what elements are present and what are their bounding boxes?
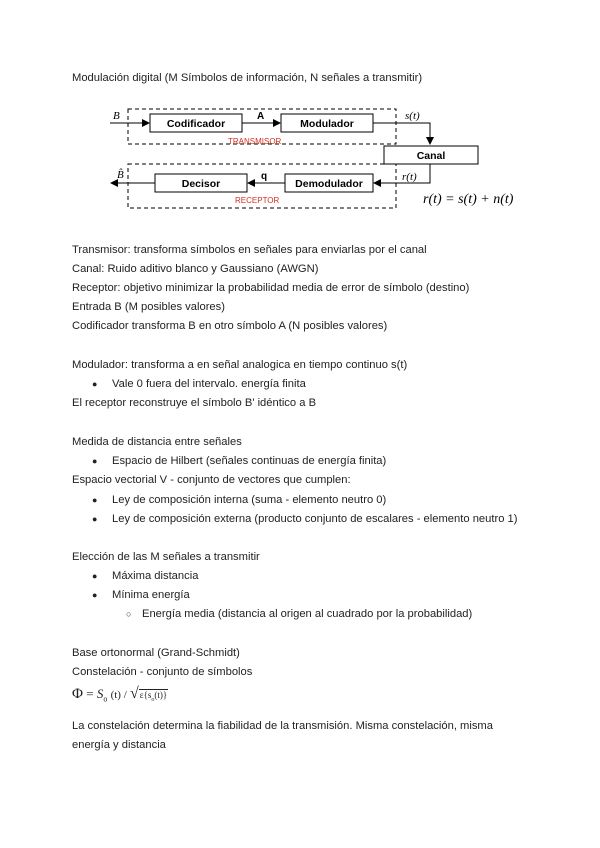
- text-line: La constelación determina la fiabilidad de la transmisión. Misma constelación, misma: [72, 720, 493, 732]
- text-line: Base ortonormal (Grand-Schmidt): [72, 647, 240, 659]
- sub-bullet-icon: ○: [126, 609, 132, 619]
- formula-t: (t) /: [110, 689, 127, 701]
- text-line: Elección de las M señales a transmitir: [72, 551, 260, 563]
- bullet-icon: ●: [92, 379, 98, 389]
- bullet-icon: ●: [92, 590, 98, 600]
- bullet-item: Espacio de Hilbert (señales continuas de energía finita): [112, 455, 387, 467]
- bullet-item: Ley de composición interna (suma - elemento neutro 0): [112, 494, 387, 506]
- codificador-label: Codificador: [166, 118, 226, 130]
- text-line: Modulador: transforma a en señal analogica en tiempo continuo s(t): [72, 359, 408, 371]
- modulador-label: Modulador: [300, 118, 354, 130]
- r-label: r(t): [402, 171, 417, 183]
- text-line: Receptor: objetivo minimizar la probabilidad media de error de símbolo (destino): [72, 282, 470, 294]
- phi-formula: [72, 685, 168, 704]
- bullet-icon: ●: [92, 456, 98, 466]
- text-line: Entrada B (M posibles valores): [72, 301, 225, 313]
- text-line: El receptor reconstruye el símbolo B' idéntico a B: [72, 397, 317, 409]
- bullet-item: Vale 0 fuera del intervalo. energía finita: [112, 378, 306, 390]
- page-title: Modulación digital (M Símbolos de información, N señales a transmitir): [72, 72, 423, 84]
- decisor-label: Decisor: [181, 178, 221, 190]
- bullet-item: Mínima energía: [112, 589, 190, 601]
- sqrt-icon: √: [130, 685, 139, 702]
- text-line: Espacio vectorial V - conjunto de vectores que cumplen:: [72, 474, 351, 486]
- canal-label: Canal: [416, 150, 446, 162]
- text-line: Codificador transforma B en otro símbolo A (N posibles valores): [72, 320, 388, 332]
- text-line: Canal: Ruido aditivo blanco y Gaussiano (AWGN): [72, 263, 319, 275]
- bullet-item: Máxima distancia: [112, 570, 199, 582]
- bullet-icon: ●: [92, 514, 98, 524]
- bullet-icon: ●: [92, 495, 98, 505]
- channel-equation: r(t) = s(t) + n(t): [423, 192, 514, 207]
- block-diagram: [0, 100, 600, 230]
- receptor-label: RECEPTOR: [235, 196, 280, 205]
- formula-phi: Φ: [72, 686, 83, 702]
- input-label: B: [113, 110, 120, 122]
- formula-eq: =: [86, 686, 94, 701]
- formula-s: S: [96, 686, 104, 701]
- s-label: s(t): [405, 110, 420, 122]
- text-line: Transmisor: transforma símbolos en señales para enviarlas por el canal: [72, 244, 427, 256]
- a-label: A: [257, 111, 265, 122]
- s-arrow: [373, 123, 430, 144]
- transmisor-label: TRANSMISOR: [228, 137, 282, 146]
- formula-sub: o: [103, 694, 108, 704]
- output-label: B̂: [117, 169, 124, 181]
- demodulador-label: Demodulador: [295, 178, 363, 190]
- bullet-item: Ley de composición externa (producto conjunto de escalares - elemento neutro 1): [112, 513, 518, 525]
- bullet-icon: ●: [92, 571, 98, 581]
- q-label: q: [261, 171, 268, 182]
- formula-radicand: $\varepsilon\{s_o(t)\}$: [139, 690, 168, 703]
- sub-bullet-item: Energía media (distancia al origen al cuadrado por la probabilidad): [142, 608, 473, 620]
- text-line: Constelación - conjunto de símbolos: [72, 666, 253, 678]
- text-line: Medida de distancia entre señales: [72, 436, 242, 448]
- text-line: energía y distancia: [72, 739, 166, 751]
